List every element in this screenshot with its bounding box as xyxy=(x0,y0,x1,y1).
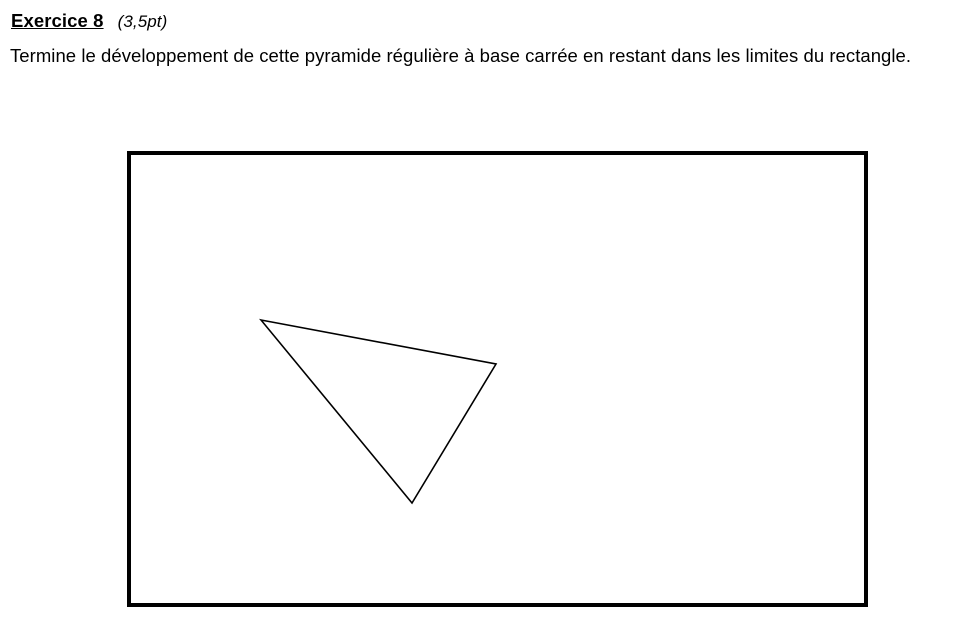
exercise-header xyxy=(11,10,167,32)
triangle-face-of-pyramid-net xyxy=(261,320,496,503)
exercise-points: (3,5pt) xyxy=(117,12,168,31)
exercise-instruction: Termine le développement de cette pyramide régulière à base carrée en restant dans les limites du rectangle. xyxy=(10,45,912,66)
page-title: Exercice 8 xyxy=(11,10,104,31)
pyramid-net-drawing xyxy=(127,151,868,607)
figure-area xyxy=(127,151,868,607)
